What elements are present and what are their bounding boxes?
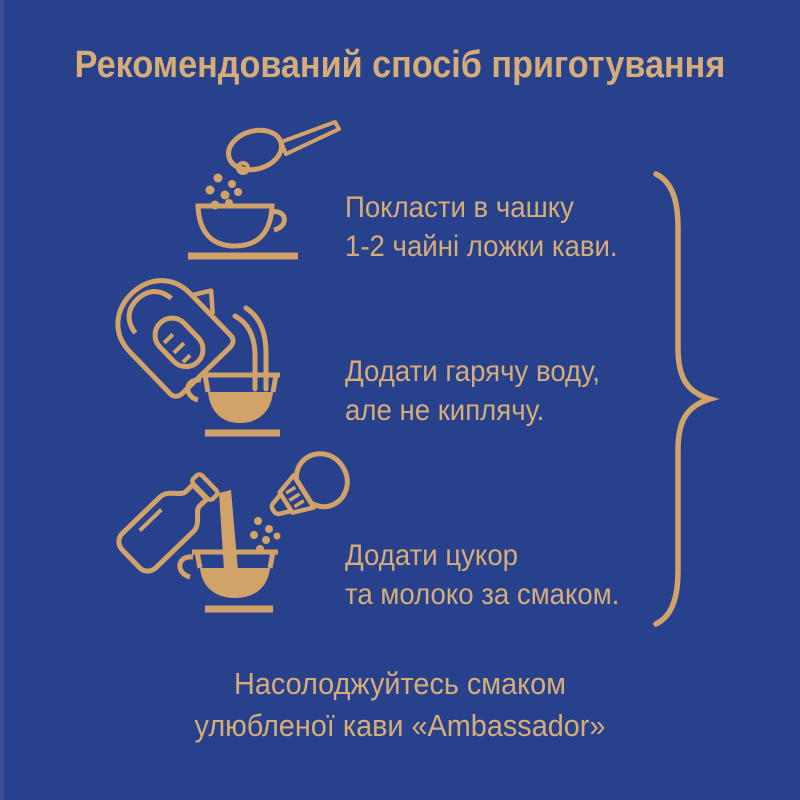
step-1-line-1: Покласти в чашку [345,191,574,224]
milk-stream [219,490,238,570]
step-3-text [345,536,619,614]
step-3-line-2: та молоко за смаком. [345,578,620,611]
step-3-line-1: Додати цукор [345,539,519,572]
step-2-line-1: Додати гарячу воду, [345,355,600,388]
step-2-text [345,352,600,430]
curly-brace-icon [646,168,724,630]
page-title: Рекомендований спосіб приготування [74,44,726,86]
spoon-over-cup-icon [180,116,345,264]
kettle-pouring-into-cup-icon [98,263,333,443]
sugar-shaker [259,444,357,533]
step-2-line-2: але не киплячу. [345,394,545,427]
footer-tagline [28,663,772,747]
milk-and-sugar-into-cup-icon [108,443,373,621]
milk-bottle [114,466,226,576]
footer-line-2: улюбленої кави «Ambassador» [194,708,606,743]
step-1-text [345,188,618,266]
footer-line-1: Насолоджуйтесь смаком [234,666,566,701]
left-edge-highlight [0,0,4,800]
sugar-granules [250,517,281,553]
step-1-line-2: 1-2 чайні ложки кави. [345,230,618,263]
